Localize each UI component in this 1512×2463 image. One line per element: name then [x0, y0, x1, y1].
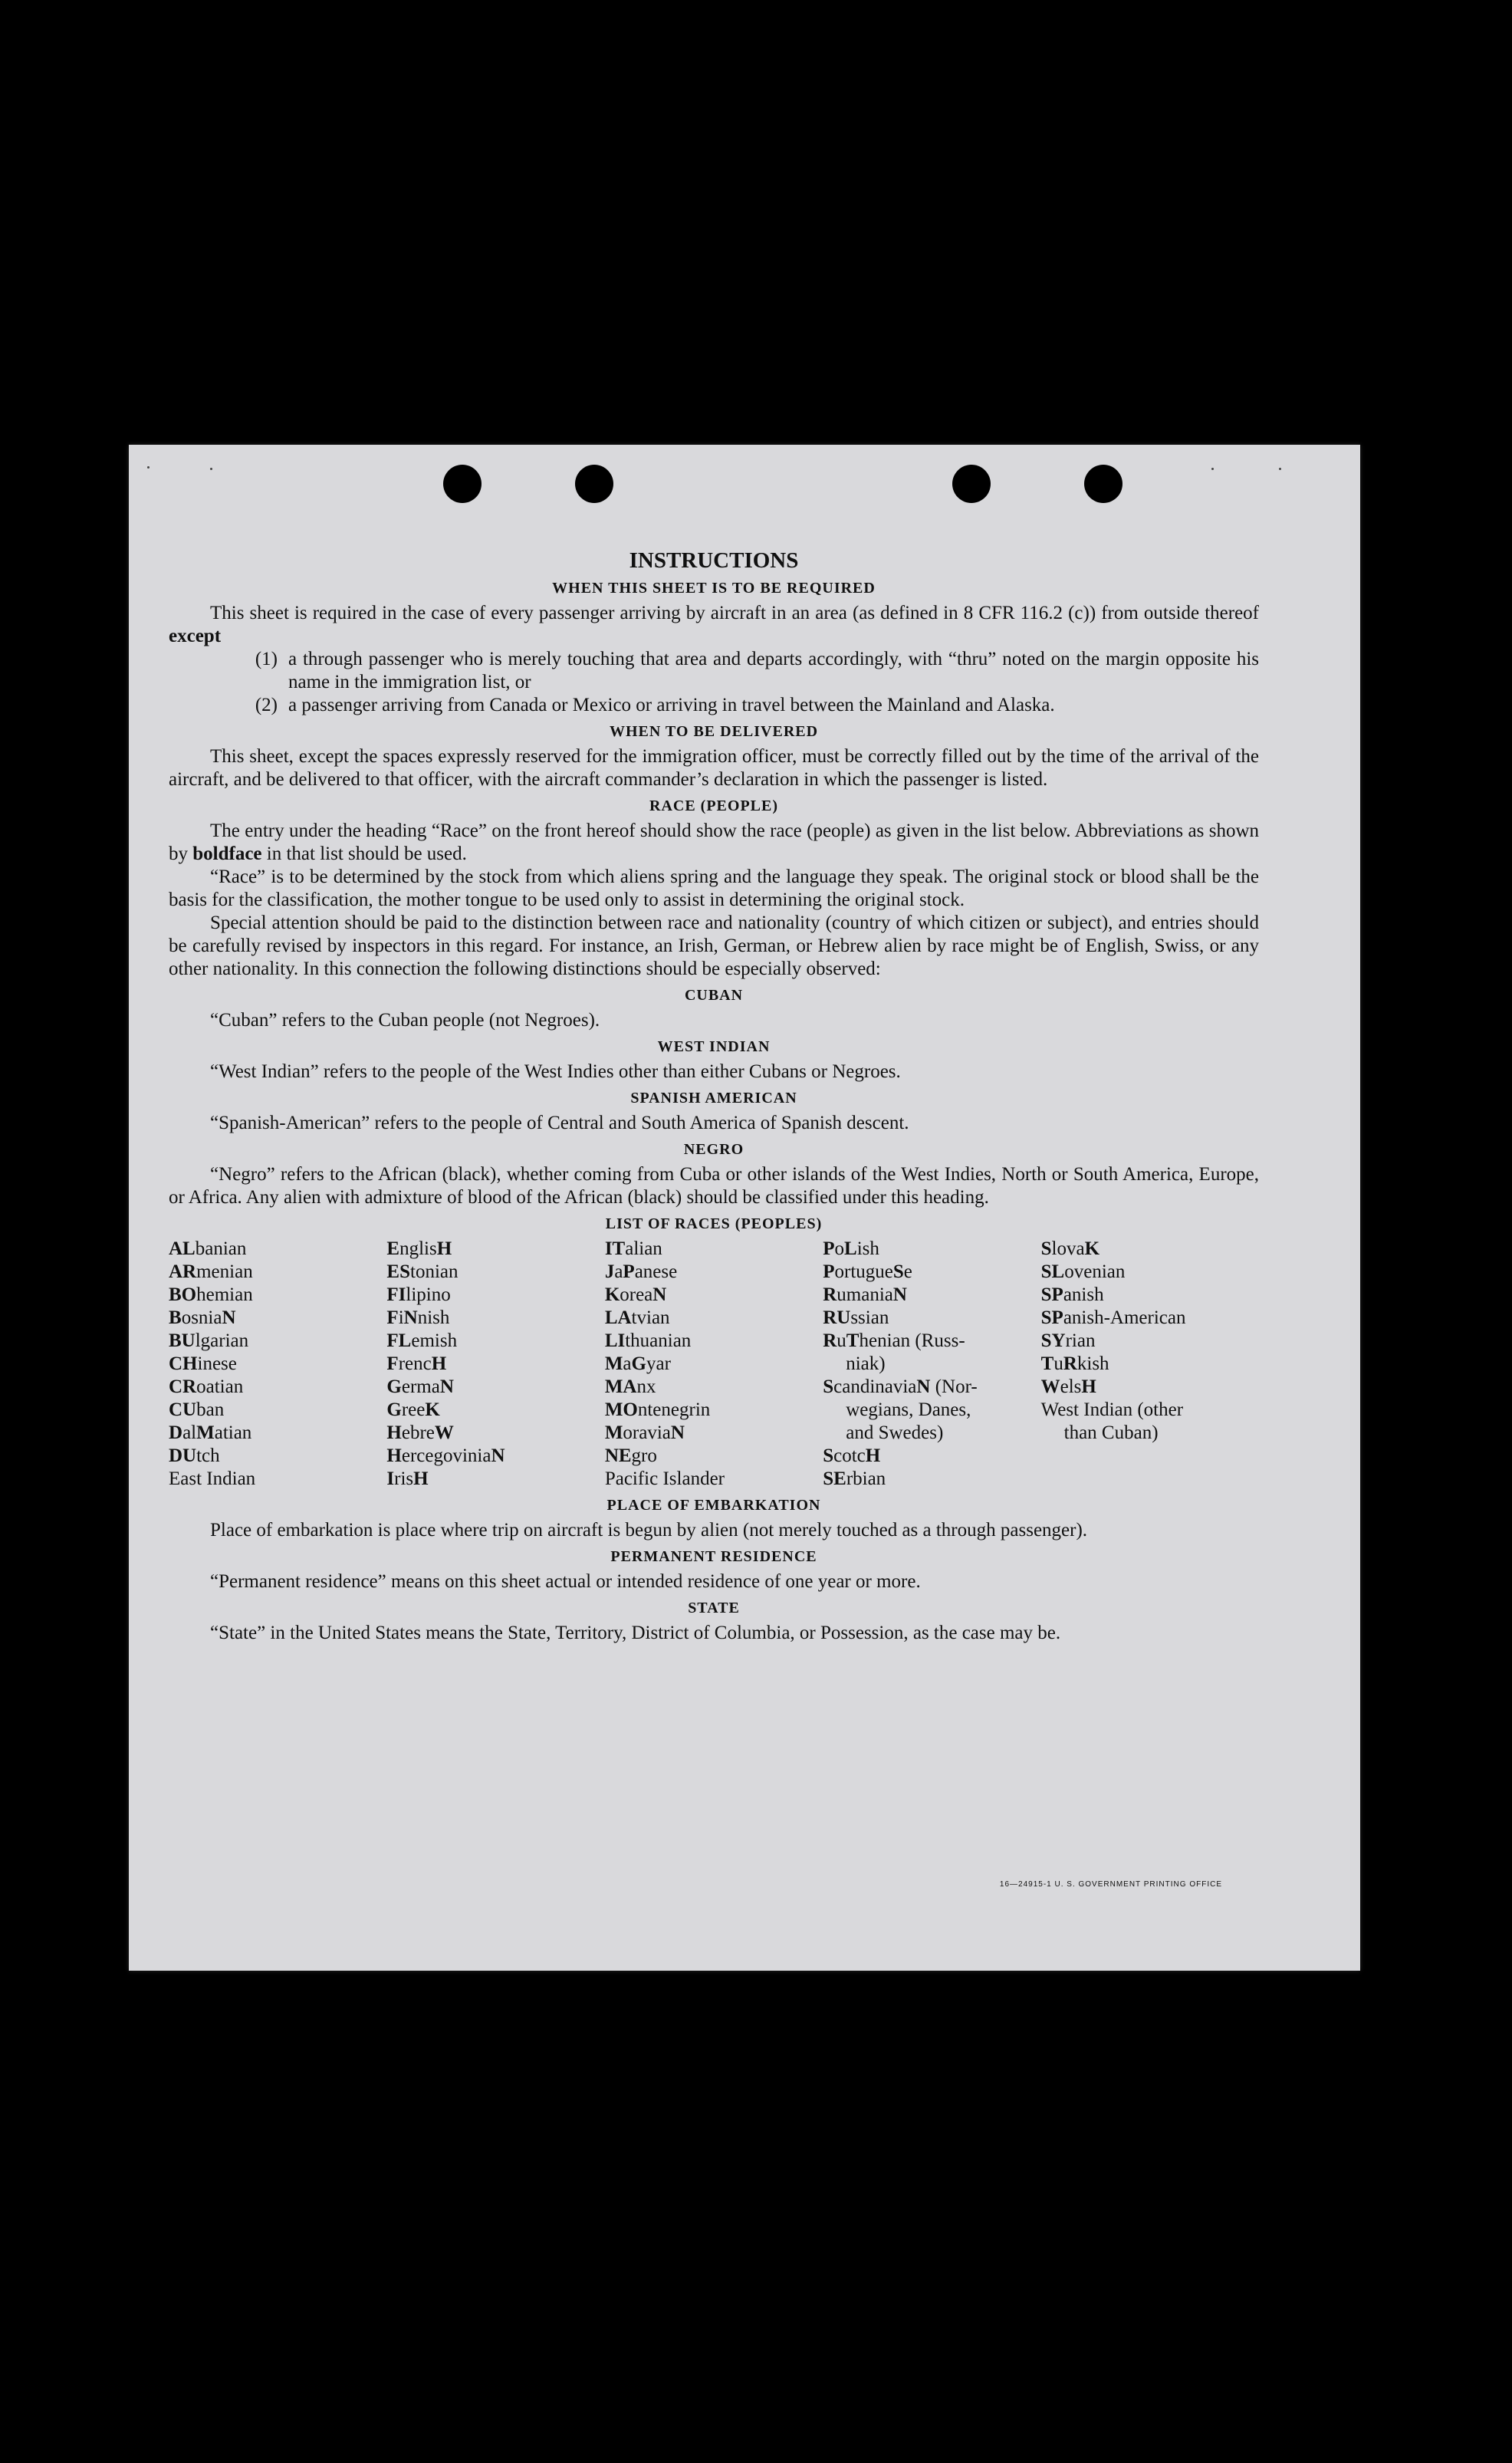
race-abbrev: DU	[169, 1445, 197, 1466]
race-text: ntenegrin	[637, 1399, 711, 1420]
heading-when-required: WHEN THIS SHEET IS TO BE REQUIRED	[552, 580, 876, 597]
races-column	[823, 1238, 1040, 1491]
race-entry	[386, 1422, 604, 1445]
race-entry	[823, 1422, 1040, 1445]
race-abbrev: W	[434, 1422, 454, 1443]
race-text: yar	[646, 1353, 671, 1374]
race-entry	[605, 1445, 823, 1468]
race-entry	[386, 1376, 604, 1399]
race-abbrev: FI	[386, 1284, 406, 1305]
race-entry	[1041, 1422, 1259, 1445]
race-abbrev: S	[892, 1261, 904, 1282]
race-text: anese	[634, 1261, 678, 1282]
race-abbrev: E	[386, 1238, 400, 1259]
race-text: inese	[197, 1353, 237, 1374]
race-abbrev: H	[386, 1445, 402, 1466]
races-column	[605, 1238, 823, 1491]
race-abbrev: M	[604, 1353, 623, 1374]
race-entry	[386, 1238, 604, 1261]
race-entry	[823, 1445, 1040, 1468]
race-entry	[823, 1468, 1040, 1491]
race-text: ortugue	[834, 1261, 893, 1282]
race-text: ris	[394, 1468, 414, 1489]
race-abbrev: H	[386, 1422, 402, 1443]
race-text: thuanian	[625, 1330, 692, 1351]
race-text: erma	[401, 1376, 440, 1397]
race-text: nglis	[399, 1238, 437, 1259]
race-text: u	[837, 1330, 846, 1351]
race-text: o	[834, 1238, 844, 1259]
race-abbrev: T	[846, 1330, 860, 1351]
punch-hole	[952, 465, 991, 503]
race-abbrev: D	[169, 1422, 183, 1443]
punch-hole	[575, 465, 613, 503]
race-text: alian	[625, 1238, 662, 1259]
instructions-content	[169, 548, 1259, 1645]
race-text: (Nor-	[930, 1376, 978, 1397]
race-entry	[605, 1376, 823, 1399]
race-entry	[169, 1376, 386, 1399]
race-entry	[1041, 1284, 1259, 1307]
race-text: hemian	[196, 1284, 253, 1305]
item-text: a passenger arriving from Canada or Mexico or arriving in travel between the Mainland and Alaska.	[288, 695, 1055, 715]
list-item	[169, 694, 1259, 717]
race-abbrev: FL	[386, 1330, 412, 1351]
heading-races-list: LIST OF RACES (PEOPLES)	[605, 1215, 823, 1232]
race-text: henian (Russ-	[859, 1330, 965, 1351]
race-text: Pacific Islander	[604, 1468, 725, 1489]
races-list	[169, 1238, 1259, 1491]
heading-when-delivered: WHEN TO BE DELIVERED	[609, 723, 819, 740]
state-text: “State” in the United States means the State, Territory, District of Columbia, or Possession, as the case may be.	[210, 1623, 1061, 1643]
race-entry	[823, 1307, 1040, 1330]
race-text: osnia	[181, 1307, 222, 1328]
race-text: menian	[196, 1261, 253, 1282]
race-entry	[169, 1445, 386, 1468]
race-abbrev: N	[439, 1376, 454, 1397]
race-abbrev: L	[844, 1238, 857, 1259]
list-item	[169, 648, 1259, 694]
race-entry	[386, 1445, 604, 1468]
heading-negro: NEGRO	[683, 1141, 744, 1158]
race-text: u	[1053, 1353, 1063, 1374]
race-text: anish-American	[1063, 1307, 1186, 1328]
race-entry	[823, 1284, 1040, 1307]
race-entry	[1041, 1261, 1259, 1284]
race-abbrev: H	[865, 1445, 881, 1466]
race-entry	[605, 1330, 823, 1353]
race-abbrev: P	[623, 1261, 635, 1282]
race-paragraph-3: Special attention should be paid to the distinction between race and nationality (country of which citizen or subject), and entries should be carefully revised by inspectors in this regard. For instance, an Irish, German, or Hebrew alien by race might be of English, Swiss, or any other nationality. In this connection the following distinctions should be especially observed:	[169, 913, 1259, 979]
race-abbrev: N	[670, 1422, 685, 1443]
race-text: ovenian	[1064, 1261, 1126, 1282]
race-paragraph-2: “Race” is to be determined by the stock from which aliens spring and the language they speak. The original stock or blood shall be the basis for the classification, the mother tongue to be used only to assist in determining the original stock.	[169, 866, 1259, 910]
race-abbrev: M	[196, 1422, 215, 1443]
race-p1-boldface: boldface	[192, 843, 262, 864]
race-abbrev: AL	[169, 1238, 196, 1259]
race-entry	[169, 1422, 386, 1445]
race-abbrev: SP	[1040, 1284, 1063, 1305]
race-entry	[605, 1307, 823, 1330]
race-text: ebre	[401, 1422, 435, 1443]
race-text: els	[1060, 1376, 1082, 1397]
race-entry	[605, 1353, 823, 1376]
race-abbrev: H	[1081, 1376, 1096, 1397]
heading-west-indian: WEST INDIAN	[657, 1038, 771, 1055]
race-text: tonian	[410, 1261, 459, 1282]
when-required-text	[169, 602, 1259, 648]
race-entry	[169, 1468, 386, 1491]
race-text: ban	[196, 1399, 225, 1420]
race-text: West Indian (other	[1040, 1399, 1184, 1420]
race-abbrev: I	[386, 1468, 395, 1489]
race-abbrev: H	[431, 1353, 447, 1374]
race-abbrev: K	[425, 1399, 440, 1420]
race-text: kish	[1076, 1353, 1109, 1374]
race-paragraph-1	[169, 820, 1259, 866]
race-text: candinavia	[833, 1376, 917, 1397]
race-entry	[1041, 1238, 1259, 1261]
speck	[147, 466, 150, 469]
race-abbrev: SP	[1040, 1307, 1063, 1328]
punch-hole	[1084, 465, 1122, 503]
race-text: nish	[417, 1307, 450, 1328]
race-text: gro	[631, 1445, 657, 1466]
race-abbrev: P	[823, 1238, 835, 1259]
race-text: lova	[1051, 1238, 1085, 1259]
race-entry	[605, 1284, 823, 1307]
race-abbrev: CH	[169, 1353, 198, 1374]
race-p1-start: The entry under the heading “Race” on the front hereof should show the race (people) as given in the list below. Abbreviations as shown by	[169, 820, 1259, 864]
speck	[1279, 468, 1281, 470]
race-abbrev: M	[604, 1422, 623, 1443]
race-text: niak)	[846, 1353, 886, 1374]
race-abbrev: IT	[604, 1238, 626, 1259]
race-abbrev: B	[169, 1307, 182, 1328]
race-text: emish	[411, 1330, 458, 1351]
race-abbrev: RU	[823, 1307, 851, 1328]
race-text: al	[182, 1422, 197, 1443]
speck	[1211, 468, 1214, 470]
race-text: ercegovinia	[401, 1445, 491, 1466]
race-abbrev: S	[823, 1445, 834, 1466]
race-abbrev: R	[823, 1284, 837, 1305]
race-entry	[823, 1261, 1040, 1284]
race-text: oravia	[623, 1422, 671, 1443]
heading-cuban: CUBAN	[684, 987, 744, 1004]
race-abbrev: T	[1040, 1353, 1054, 1374]
race-text: ish	[856, 1238, 879, 1259]
race-abbrev: R	[823, 1330, 837, 1351]
race-text: umania	[837, 1284, 893, 1305]
race-abbrev: SY	[1040, 1330, 1066, 1351]
race-abbrev: G	[386, 1399, 402, 1420]
heading-embarkation: PLACE OF EMBARKATION	[606, 1497, 821, 1514]
race-abbrev: G	[631, 1353, 646, 1374]
race-entry	[605, 1261, 823, 1284]
race-abbrev: SL	[1040, 1261, 1065, 1282]
embarkation-text: Place of embarkation is place where trip on aircraft is begun by alien (not merely touched as a through passenger).	[210, 1520, 1088, 1541]
item-number: (2)	[255, 695, 278, 715]
race-entry	[605, 1238, 823, 1261]
heading-state: STATE	[688, 1600, 740, 1616]
race-abbrev: N	[491, 1445, 505, 1466]
race-entry	[1041, 1376, 1259, 1399]
race-text: atian	[214, 1422, 252, 1443]
race-text: e	[903, 1261, 912, 1282]
race-abbrev: R	[1063, 1353, 1077, 1374]
race-entry	[1041, 1353, 1259, 1376]
spanish-american-text: “Spanish-American” refers to the people of Central and South America of Spanish descent.	[210, 1113, 909, 1133]
races-column	[169, 1238, 386, 1491]
race-entry	[823, 1330, 1040, 1353]
race-entry	[386, 1353, 604, 1376]
race-text: ree	[401, 1399, 426, 1420]
race-abbrev: N	[916, 1376, 931, 1397]
race-text: orea	[620, 1284, 653, 1305]
race-abbrev: MO	[604, 1399, 638, 1420]
race-abbrev: K	[1084, 1238, 1100, 1259]
race-p1-end: in that list should be used.	[266, 843, 467, 864]
race-abbrev: MA	[604, 1376, 637, 1397]
race-entry	[386, 1307, 604, 1330]
when-delivered-text: This sheet, except the spaces expressly reserved for the immigration officer, must be correctly filled out by the time of the arrival of the aircraft, and be delivered to that officer, with the aircraft commander’s declaration in which the passenger is listed.	[169, 746, 1259, 790]
race-abbrev: J	[604, 1261, 615, 1282]
race-text: a	[614, 1261, 623, 1282]
race-abbrev: CU	[169, 1399, 197, 1420]
when-required-body: This sheet is required in the case of every passenger arriving by aircraft in an area (as defined in 8 CFR 116.2 (c)) from outside thereof	[210, 603, 1259, 623]
race-entry	[823, 1376, 1040, 1399]
race-text: tch	[196, 1445, 220, 1466]
race-abbrev: N	[403, 1307, 418, 1328]
race-text: cotc	[833, 1445, 866, 1466]
printer-imprint: 16—24915-1 U. S. GOVERNMENT PRINTING OFFICE	[999, 1880, 1222, 1889]
race-entry	[169, 1261, 386, 1284]
race-abbrev: H	[436, 1238, 452, 1259]
race-abbrev: BU	[169, 1330, 196, 1351]
race-abbrev: LI	[604, 1330, 626, 1351]
race-text: oatian	[196, 1376, 244, 1397]
race-abbrev: BO	[169, 1284, 197, 1305]
race-entry	[823, 1238, 1040, 1261]
race-abbrev: N	[892, 1284, 907, 1305]
race-abbrev: G	[386, 1376, 402, 1397]
race-text: a	[623, 1353, 632, 1374]
race-text: anish	[1063, 1284, 1104, 1305]
race-text: East Indian	[169, 1468, 256, 1489]
race-text: lgarian	[195, 1330, 249, 1351]
race-text: renc	[398, 1353, 432, 1374]
race-entry	[386, 1468, 604, 1491]
speck	[210, 468, 212, 470]
race-text: i	[398, 1307, 404, 1328]
race-entry	[169, 1353, 386, 1376]
race-abbrev: F	[386, 1353, 399, 1374]
race-text: wegians, Danes,	[846, 1399, 971, 1420]
west-indian-text: “West Indian” refers to the people of the West Indies other than either Cubans or Negroes.	[210, 1061, 901, 1082]
race-abbrev: ES	[386, 1261, 410, 1282]
race-text: and Swedes)	[846, 1422, 944, 1443]
item-text: a through passenger who is merely touching that area and departs accordingly, with “thru” noted on the margin opposite his name in the immigration list, or	[288, 649, 1259, 692]
race-abbrev: K	[604, 1284, 620, 1305]
race-text: rian	[1065, 1330, 1096, 1351]
race-entry	[605, 1399, 823, 1422]
race-entry	[1041, 1399, 1259, 1422]
race-abbrev: N	[222, 1307, 236, 1328]
race-abbrev: CR	[169, 1376, 197, 1397]
cuban-text: “Cuban” refers to the Cuban people (not Negroes).	[210, 1010, 600, 1031]
race-entry	[386, 1330, 604, 1353]
race-abbrev: P	[823, 1261, 835, 1282]
race-entry	[1041, 1307, 1259, 1330]
race-abbrev: W	[1040, 1376, 1060, 1397]
race-entry	[169, 1330, 386, 1353]
race-text: ssian	[850, 1307, 889, 1328]
race-entry	[386, 1284, 604, 1307]
race-entry	[823, 1353, 1040, 1376]
race-text: tvian	[631, 1307, 670, 1328]
negro-text: “Negro” refers to the African (black), whether coming from Cuba or other islands of the West Indies, North or South America, Europe, or Africa. Any alien with admixture of blood of the African (black) should be classified under this heading.	[169, 1164, 1259, 1208]
race-abbrev: N	[652, 1284, 667, 1305]
item-number: (1)	[255, 649, 278, 669]
races-column	[386, 1238, 604, 1491]
document-sheet	[129, 445, 1360, 1971]
heading-residence: PERMANENT RESIDENCE	[610, 1548, 817, 1565]
race-abbrev: AR	[169, 1261, 197, 1282]
race-entry	[169, 1399, 386, 1422]
race-text: nx	[636, 1376, 656, 1397]
heading-spanish-american: SPANISH AMERICAN	[630, 1090, 797, 1107]
heading-race: RACE (PEOPLE)	[649, 797, 778, 814]
race-abbrev: F	[386, 1307, 399, 1328]
race-text: rbian	[846, 1468, 886, 1489]
race-entry	[605, 1468, 823, 1491]
race-text: banian	[195, 1238, 247, 1259]
race-entry	[169, 1307, 386, 1330]
page-title: INSTRUCTIONS	[629, 548, 799, 573]
race-entry	[386, 1261, 604, 1284]
race-abbrev: SE	[823, 1468, 846, 1489]
punch-hole	[443, 465, 482, 503]
race-abbrev: S	[823, 1376, 834, 1397]
race-abbrev: NE	[604, 1445, 632, 1466]
residence-text: “Permanent residence” means on this sheet actual or intended residence of one year or more.	[210, 1571, 921, 1592]
race-abbrev: S	[1040, 1238, 1052, 1259]
race-entry	[605, 1422, 823, 1445]
race-text: lipino	[406, 1284, 451, 1305]
race-entry	[823, 1399, 1040, 1422]
races-column	[1041, 1238, 1259, 1491]
race-abbrev: LA	[604, 1307, 632, 1328]
race-text: than Cuban)	[1063, 1422, 1159, 1443]
race-entry	[386, 1399, 604, 1422]
race-entry	[169, 1284, 386, 1307]
when-required-except: except	[169, 626, 222, 646]
race-entry	[1041, 1330, 1259, 1353]
race-abbrev: H	[413, 1468, 429, 1489]
race-entry	[169, 1238, 386, 1261]
